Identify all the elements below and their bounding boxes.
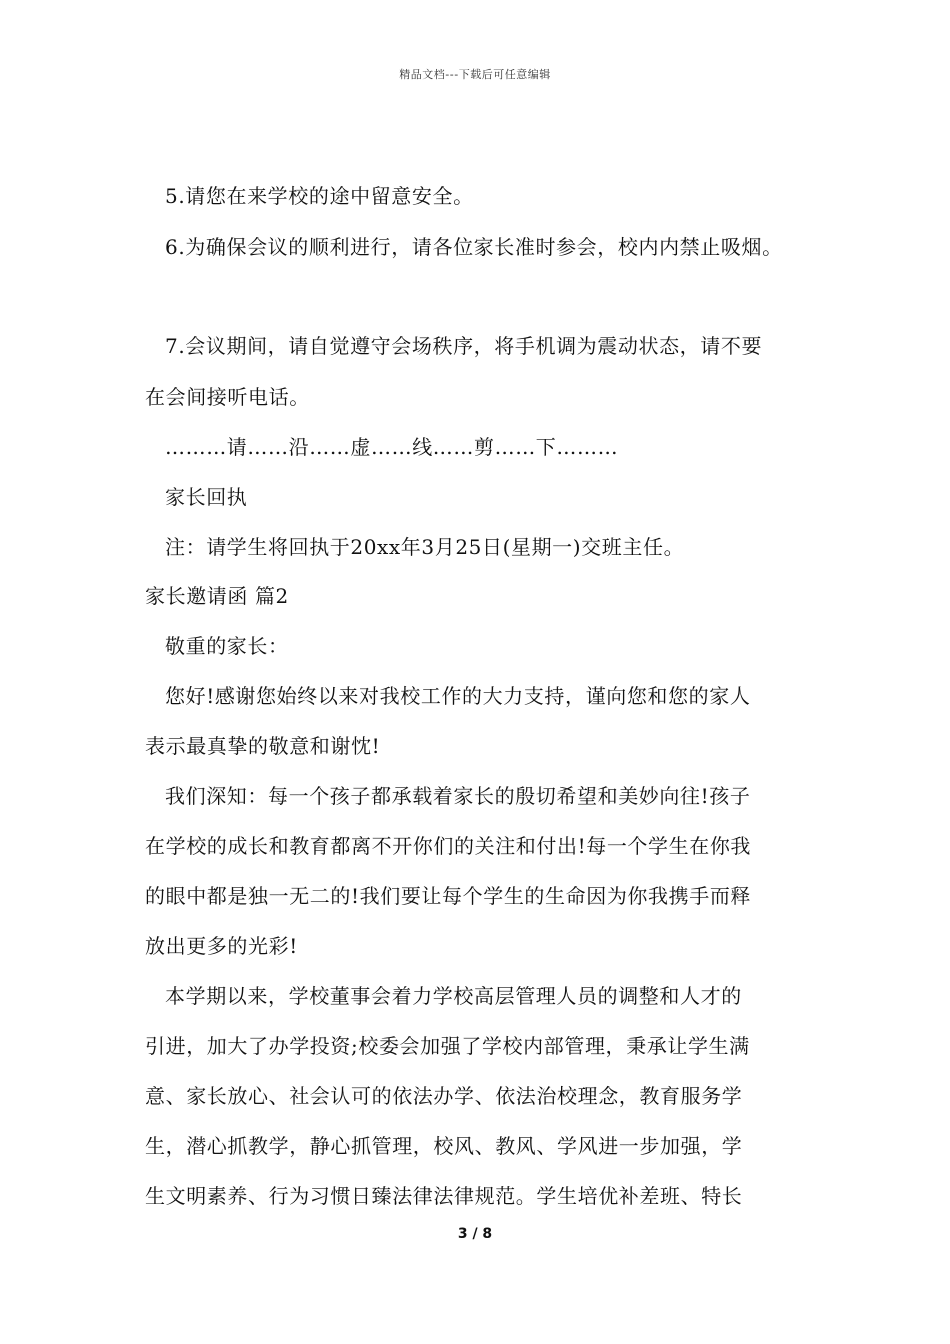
paragraph-line: 意、家长放心、社会认可的依法办学、依法治校理念，教育服务学 — [145, 1084, 743, 1108]
paragraph-line: 表示最真挚的敬意和谢忱! — [145, 734, 381, 758]
paragraph-line: 的眼中都是独一无二的!我们要让每个学生的生命因为你我携手而释 — [145, 884, 752, 908]
receipt-title: 家长回执 — [165, 485, 248, 509]
paragraph-line: 引进，加大了办学投资;校委会加强了学校内部管理，秉承让学生满 — [145, 1034, 750, 1058]
salutation: 敬重的家长： — [165, 634, 289, 658]
paragraph-line: 本学期以来，学校董事会着力学校高层管理人员的调整和人才的 — [165, 984, 742, 1008]
paragraph-line: 生，潜心抓教学，静心抓管理，校风、教风、学风进一步加强，学 — [145, 1134, 743, 1158]
paragraph-line: 生文明素养、行为习惯日臻法律法律规范。学生培优补差班、特长 — [145, 1184, 743, 1208]
paragraph-line: 在学校的成长和教育都离不开你们的关注和付出!每一个学生在你我 — [145, 834, 752, 858]
page-header: 精品文档---下载后可任意编辑 — [399, 68, 551, 81]
page-number: 3 / 8 — [457, 1226, 493, 1242]
paragraph-line: 5.请您在来学校的途中留意安全。 — [165, 184, 474, 208]
paragraph-line: 7.会议期间，请自觉遵守会场秩序，将手机调为震动状态，请不要 — [165, 334, 763, 358]
paragraph-line: 在会间接听电话。 — [145, 385, 310, 409]
paragraph-line: 我们深知：每一个孩子都承载着家长的殷切希望和美妙向往!孩子 — [165, 784, 751, 808]
paragraph-line: 放出更多的光彩! — [145, 934, 298, 958]
paragraph-line: 注：请学生将回执于20xx年3月25日(星期一)交班主任。 — [165, 535, 685, 559]
section-heading: 家长邀请函 篇2 — [145, 584, 289, 608]
paragraph-line: 6.为确保会议的顺利进行，请各位家长准时参会，校内内禁止吸烟。 — [165, 235, 783, 259]
paragraph-line: 您好!感谢您始终以来对我校工作的大力支持，谨向您和您的家人 — [165, 684, 751, 708]
cut-line: ………请……沿……虚……线……剪……下……… — [165, 435, 619, 459]
